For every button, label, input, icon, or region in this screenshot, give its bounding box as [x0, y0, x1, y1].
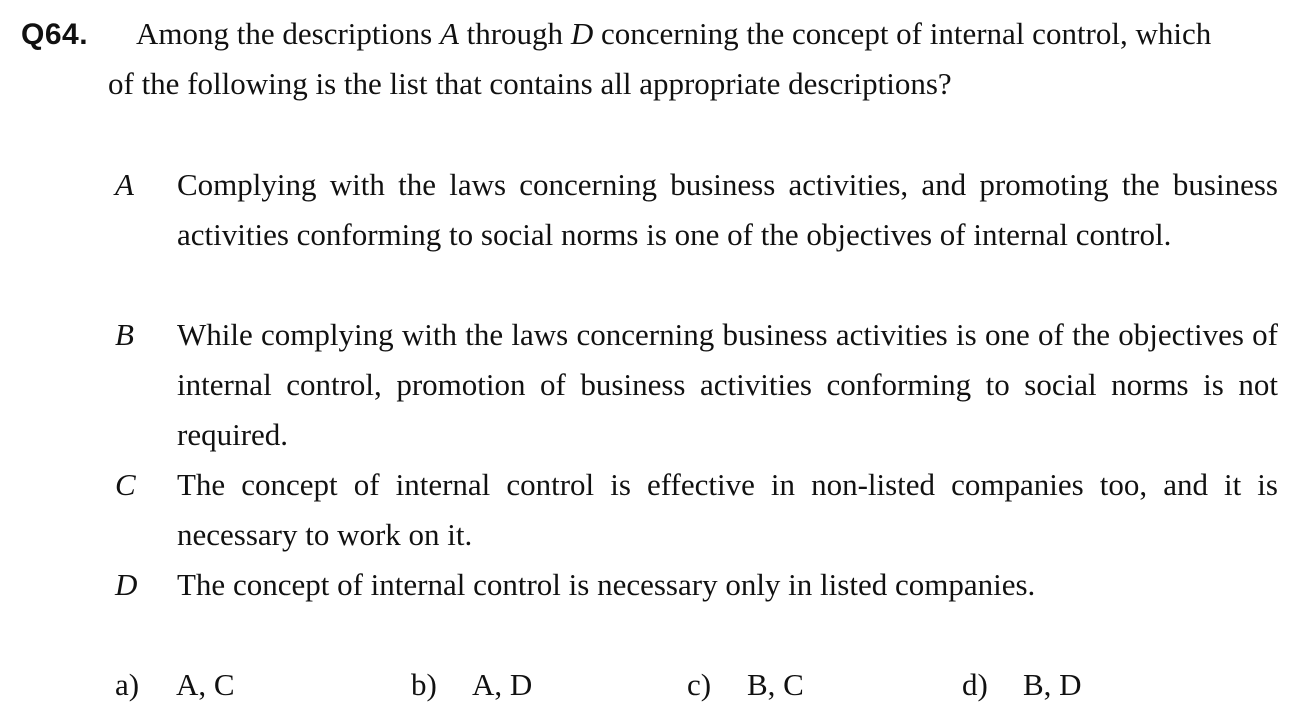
- statement-letter: D: [115, 567, 138, 602]
- question-number: Q64.: [21, 18, 89, 51]
- question-var-d: D: [570, 16, 594, 51]
- question-text-mid: through: [458, 16, 571, 51]
- statement-letter: A: [115, 167, 134, 202]
- question-text-post: concerning the concept of internal control, which: [593, 16, 1212, 51]
- question-text-pre: Among the descriptions: [136, 16, 440, 51]
- option-c-value[interactable]: B, C: [747, 667, 804, 702]
- option-b-value[interactable]: A, D: [472, 667, 533, 702]
- statement-text: Complying with the laws concerning business activities, and promoting the business activities conforming to social norms is one of the objectives of internal control.: [177, 167, 1278, 252]
- statement-text: While complying with the laws concerning business activities is one of the objectives of internal control, promotion of business activities conforming to social norms is not required.: [177, 317, 1278, 452]
- option-b-label[interactable]: b): [411, 667, 437, 702]
- question-var-a: A: [439, 16, 459, 51]
- option-a-label[interactable]: a): [115, 667, 140, 702]
- option-d-label[interactable]: d): [962, 667, 988, 702]
- question-text-line2: of the following is the list that contains all appropriate descriptions?: [108, 66, 952, 101]
- statement-letter: C: [115, 467, 136, 502]
- option-a-value[interactable]: A, C: [176, 667, 235, 702]
- question-text-line1: [136, 14, 1278, 54]
- option-d-value[interactable]: B, D: [1023, 667, 1082, 702]
- statement-letter: B: [115, 317, 134, 352]
- statement-text: The concept of internal control is necessary only in listed companies.: [177, 567, 1036, 602]
- statement-text: The concept of internal control is effective in non-listed companies too, and it is necessary to work on it.: [177, 467, 1278, 552]
- option-c-label[interactable]: c): [687, 667, 712, 702]
